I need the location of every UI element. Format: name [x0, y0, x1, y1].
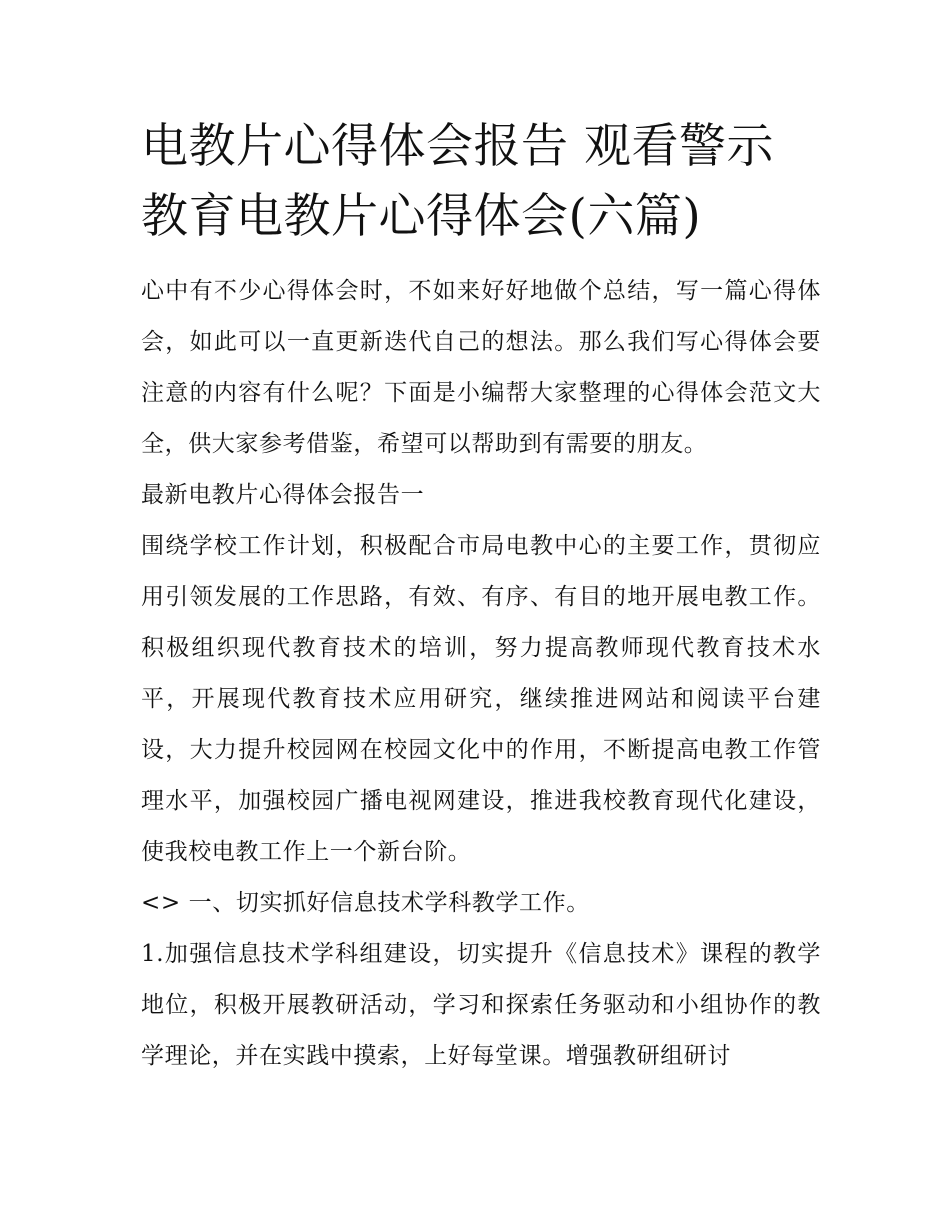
- body-paragraph: 围绕学校工作计划，积极配合市局电教中心的主要工作，贯彻应用引领发展的工作思路，有效、有序、有目的地开展电教工作。积极组织现代教育技术的培训，努力提高教师现代教育技术水平，开展现代教育技术应用研究，继续推进网站和阅读平台建设，大力提升校园网在校园文化中的作用，不断提高电教工作管理水平，加强校园广播电视网建设，推进我校教育现代化建设，使我校电教工作上一个新台阶。: [141, 533, 821, 865]
- section-heading: 最新电教片心得体会报告一: [141, 482, 425, 508]
- document-body: [141, 266, 821, 1082]
- document-title: 电教片心得体会报告 观看警示教育电教片心得体会(六篇): [141, 119, 774, 244]
- subsection-heading: <> 一、切实抓好信息技术学科教学工作。: [141, 890, 590, 916]
- list-item-paragraph: 1.加强信息技术学科组建设，切实提升《信息技术》课程的教学地位，积极开展教研活动，学习和探索任务驱动和小组协作的教学理论，并在实践中摸索，上好每堂课。增强教研组研讨: [141, 941, 821, 1069]
- intro-paragraph: 心中有不少心得体会时，不如来好好地做个总结，写一篇心得体会，如此可以一直更新迭代自己的想法。那么我们写心得体会要注意的内容有什么呢？下面是小编帮大家整理的心得体会范文大全，供大家参考借鉴，希望可以帮助到有需要的朋友。: [141, 278, 821, 457]
- document-content: [141, 112, 821, 1082]
